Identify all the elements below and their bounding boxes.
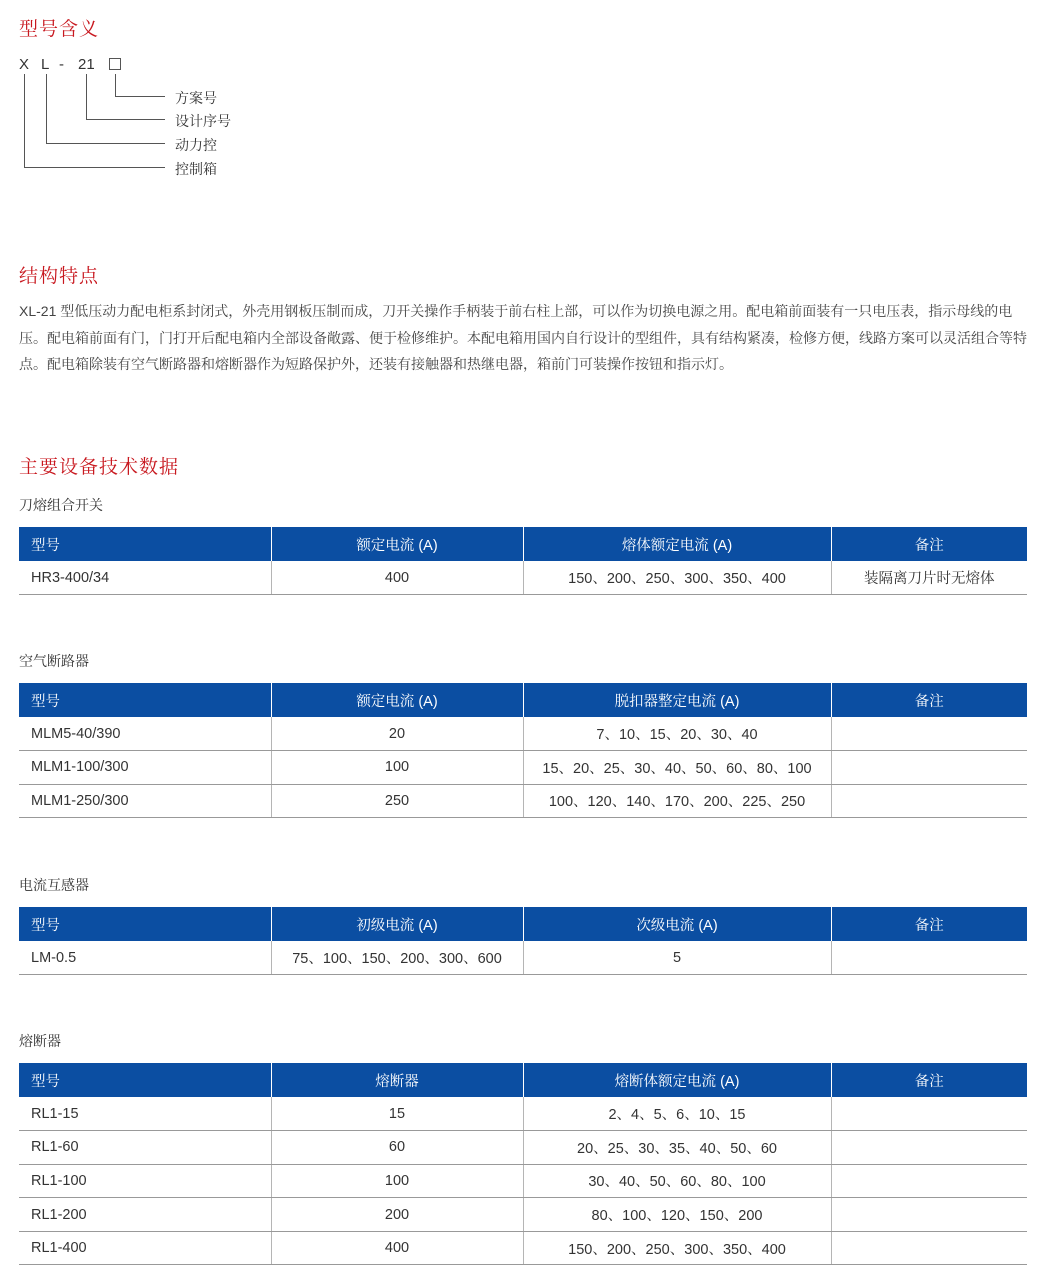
column-header: 额定电流 (A) <box>271 527 523 561</box>
code-dash: - <box>59 56 64 73</box>
table-cell: MLM5-40/390 <box>19 717 271 751</box>
table-cell: 400 <box>271 1231 523 1265</box>
connector-line <box>46 74 47 143</box>
table-row <box>19 1198 1027 1232</box>
table-cell: 200 <box>271 1198 523 1232</box>
equipment-title: 主要设备技术数据 <box>19 457 180 478</box>
table-row <box>19 751 1027 785</box>
connector-line <box>46 143 165 144</box>
column-header: 备注 <box>831 907 1027 941</box>
table-cell: 15 <box>271 1097 523 1131</box>
column-header: 熔断器 <box>271 1063 523 1097</box>
table-cell: MLM1-250/300 <box>19 784 271 818</box>
column-header: 熔断体额定电流 (A) <box>523 1063 831 1097</box>
table-row <box>19 784 1027 818</box>
table-cell <box>831 1198 1027 1232</box>
table-cell: 250 <box>271 784 523 818</box>
table-cell: RL1-100 <box>19 1164 271 1198</box>
connector-line <box>115 96 165 97</box>
table-cell <box>831 1231 1027 1265</box>
table-cell: MLM1-100/300 <box>19 751 271 785</box>
table-cell: LM-0.5 <box>19 941 271 975</box>
table-header-row <box>19 1063 1027 1097</box>
table-cell <box>831 1164 1027 1198</box>
table-header-row <box>19 683 1027 717</box>
table-cell: 150、200、250、300、350、400 <box>523 1231 831 1265</box>
table-header-row <box>19 527 1027 561</box>
connector-line <box>86 74 87 119</box>
table-caption-air-breaker: 空气断路器 <box>19 653 89 669</box>
table-cell: 100 <box>271 1164 523 1198</box>
table-cell <box>831 751 1027 785</box>
table-cell: 60 <box>271 1131 523 1165</box>
knife-fuse-switch-table <box>19 527 1027 595</box>
column-header: 型号 <box>19 907 271 941</box>
air-breaker-table <box>19 683 1027 818</box>
legend-scheme-number: 方案号 <box>175 90 217 106</box>
legend-design-number: 设计序号 <box>175 113 231 129</box>
column-header: 脱扣器整定电流 (A) <box>523 683 831 717</box>
table-cell: 20、25、30、35、40、50、60 <box>523 1131 831 1165</box>
column-header: 备注 <box>831 527 1027 561</box>
column-header: 初级电流 (A) <box>271 907 523 941</box>
table-cell: 400 <box>271 561 523 595</box>
table-cell <box>831 1131 1027 1165</box>
legend-power-control: 动力控 <box>175 137 217 153</box>
column-header: 备注 <box>831 1063 1027 1097</box>
table-cell: 装隔离刀片时无熔体 <box>831 561 1027 595</box>
table-cell: 2、4、5、6、10、15 <box>523 1097 831 1131</box>
table-cell: 30、40、50、60、80、100 <box>523 1164 831 1198</box>
table-cell: 15、20、25、30、40、50、60、80、100 <box>523 751 831 785</box>
column-header: 型号 <box>19 527 271 561</box>
column-header: 熔体额定电流 (A) <box>523 527 831 561</box>
table-row <box>19 1131 1027 1165</box>
table-cell <box>831 717 1027 751</box>
model-meaning-title: 型号含义 <box>19 19 100 40</box>
table-cell: 7、10、15、20、30、40 <box>523 717 831 751</box>
table-row <box>19 717 1027 751</box>
column-header: 次级电流 (A) <box>523 907 831 941</box>
table-cell: HR3-400/34 <box>19 561 271 595</box>
table-cell: 80、100、120、150、200 <box>523 1198 831 1232</box>
table-cell: RL1-400 <box>19 1231 271 1265</box>
table-cell: 150、200、250、300、350、400 <box>523 561 831 595</box>
table-cell: 5 <box>523 941 831 975</box>
table-cell: 100 <box>271 751 523 785</box>
legend-control-box: 控制箱 <box>175 161 217 177</box>
table-header-row <box>19 907 1027 941</box>
table-cell <box>831 1097 1027 1131</box>
table-caption-knife-fuse-switch: 刀熔组合开关 <box>19 497 103 513</box>
structure-paragraph: XL-21 型低压动力配电柜系封闭式，外壳用钢板压制而成，刀开关操作手柄装于前右柱上部，可以作为切换电源之用。配电箱前面装有一只电压表，指示母线的电压。配电箱前面有门，门打开后配电箱内全部设备敞露、便于检修维护。本配电箱用国内自行设计的型组件，具有结构紧凑，检修方便，线路方案可以灵活组合等特点。配电箱除装有空气断路器和熔断器作为短路保护外，还装有接触器和热继电器，箱前门可装操作按钮和指示灯。 <box>19 303 1027 372</box>
table-caption-current-transformer: 电流互感器 <box>19 877 89 893</box>
connector-line <box>115 74 116 96</box>
column-header: 额定电流 (A) <box>271 683 523 717</box>
table-row <box>19 561 1027 595</box>
table-cell: RL1-200 <box>19 1198 271 1232</box>
table-cell <box>831 941 1027 975</box>
connector-line <box>86 119 165 120</box>
connector-line <box>24 167 165 168</box>
column-header: 型号 <box>19 683 271 717</box>
table-row <box>19 1097 1027 1131</box>
current-transformer-table <box>19 907 1027 975</box>
fuse-table <box>19 1063 1027 1265</box>
code-part-l: L <box>41 56 50 73</box>
table-row <box>19 1231 1027 1265</box>
table-cell: 20 <box>271 717 523 751</box>
model-code-diagram <box>0 50 300 190</box>
code-placeholder-box <box>109 58 121 70</box>
table-cell <box>831 784 1027 818</box>
code-part-21: 21 <box>78 56 95 73</box>
code-part-x: X <box>19 56 30 73</box>
table-row <box>19 941 1027 975</box>
table-cell: RL1-15 <box>19 1097 271 1131</box>
table-caption-fuse: 熔断器 <box>19 1033 61 1049</box>
column-header: 型号 <box>19 1063 271 1097</box>
table-cell: 100、120、140、170、200、225、250 <box>523 784 831 818</box>
table-cell: RL1-60 <box>19 1131 271 1165</box>
table-row <box>19 1164 1027 1198</box>
structure-title: 结构特点 <box>19 266 100 287</box>
connector-line <box>24 74 25 167</box>
table-cell: 75、100、150、200、300、600 <box>271 941 523 975</box>
column-header: 备注 <box>831 683 1027 717</box>
